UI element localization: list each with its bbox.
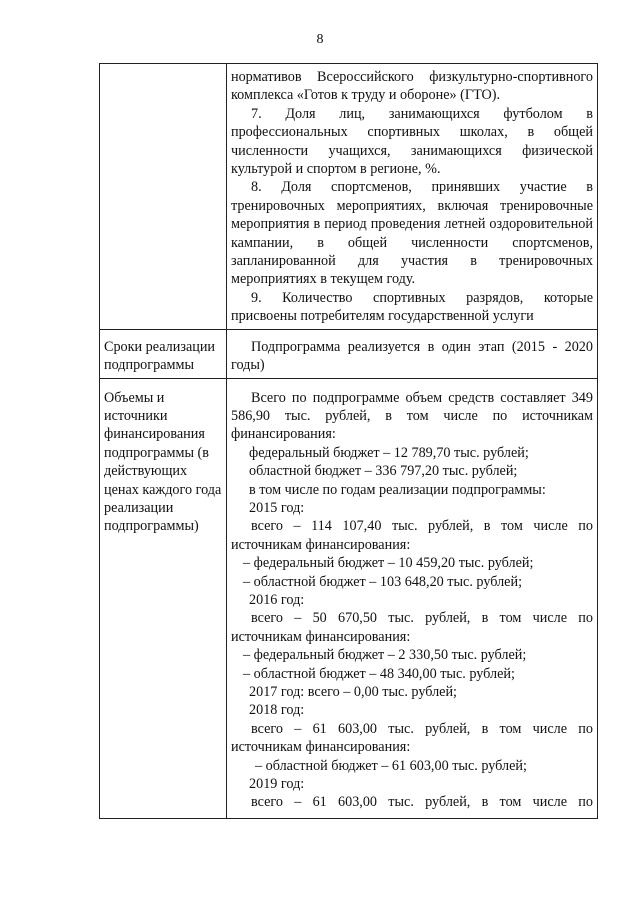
table-row-funding (100, 378, 598, 818)
year-2018-heading: 2018 год: (249, 702, 305, 719)
indicator-8: 8. Доля спортсменов, принявших участие в тренировочных мероприятиях, включая тренировочные мероприятия в период проведения летней оздоровительной кампании, в общей численности спортсменов, запланированной для участия в тренировочных мероприятиях в текущем году. (231, 179, 593, 288)
year-2016-regional: – областной бюджет – 48 340,00 тыс. рублей; (243, 665, 515, 682)
terms-label: Сроки реализации подпрограммы (104, 338, 216, 374)
year-2016-federal: – федеральный бюджет – 2 330,50 тыс. рублей; (243, 647, 527, 664)
funding-by-years-heading: в том числе по годам реализации подпрограммы: (249, 481, 546, 498)
funding-label: Объемы и источники финансирования подпрограммы (в действующих ценах каждого года реализации подпрограммы) (104, 389, 222, 535)
year-2015-heading: 2015 год: (249, 499, 305, 516)
year-2018-total: всего – 61 603,00 тыс. рублей, в том числе по источникам финансирования: (231, 720, 593, 756)
funding-regional: областной бюджет – 336 797,20 тыс. рублей; (249, 463, 518, 480)
year-2016-total: всего – 50 670,50 тыс. рублей, в том числе по источникам финансирования: (231, 610, 593, 645)
year-2019-total: всего – 61 603,00 тыс. рублей, в том числе по (251, 794, 593, 811)
indicator-6-tail: нормативов Всероссийского физкультурно-спортивного комплекса «Готов к труду и обороне» (ГТО). (231, 69, 593, 104)
funding-federal: федеральный бюджет – 12 789,70 тыс. рублей; (249, 444, 529, 461)
year-2015-regional: – областной бюджет – 103 648,20 тыс. рублей; (243, 573, 523, 590)
year-2018-regional: – областной бюджет – 61 603,00 тыс. рублей; (255, 757, 527, 774)
year-2016-heading: 2016 год: (249, 591, 305, 608)
year-2019-heading: 2019 год: (249, 776, 305, 793)
row-content-indicators (227, 64, 598, 330)
year-2015-total: всего – 114 107,40 тыс. рублей, в том числе по источникам финансирования: (231, 518, 593, 553)
funding-total: Всего по подпрограмме объем средств составляет 349 586,90 тыс. рублей, в том числе по источникам финансирования: (231, 389, 593, 443)
year-2015-federal: – федеральный бюджет – 10 459,20 тыс. рублей; (243, 555, 534, 572)
table-row-indicators (100, 64, 598, 330)
year-2017-total: 2017 год: всего – 0,00 тыс. рублей; (249, 684, 457, 700)
page-number: 8 (316, 32, 324, 47)
indicator-7: 7. Доля лиц, занимающихся футболом в профессиональных спортивных школах, в общей численности учащихся, занимающихся физической культурой и спортом в регионе, %. (231, 105, 593, 178)
indicator-9: 9. Количество спортивных разрядов, которые присвоены потребителям государственной услуги (231, 289, 593, 325)
row-label-empty (100, 64, 227, 330)
terms-value: Подпрограмма реализуется в один этап (2015 - 2020 годы) (231, 338, 593, 374)
passport-table (99, 63, 598, 819)
table-row-terms (100, 329, 598, 378)
